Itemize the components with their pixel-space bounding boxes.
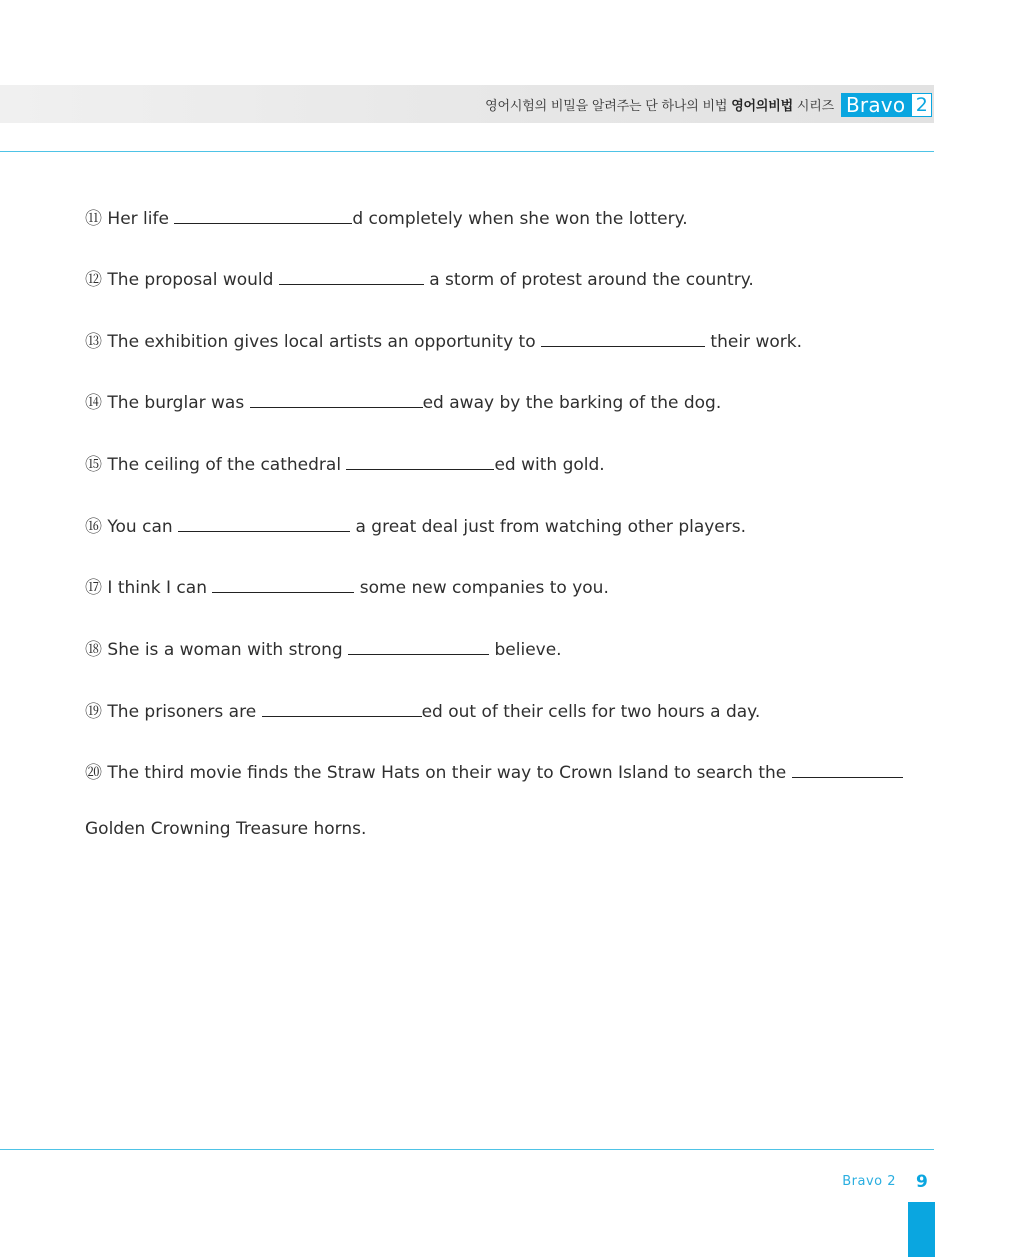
- page-edge-tab: [908, 1202, 935, 1257]
- brand-number: 2: [911, 93, 932, 117]
- question-20-continuation: Golden Crowning Treasure horns.: [85, 819, 367, 839]
- question-text-after: a storm of protest around the country.: [423, 270, 754, 290]
- question-number: ⑮: [85, 455, 102, 475]
- question-17: [85, 576, 609, 599]
- question-16: [85, 515, 746, 538]
- question-text-before: The ceiling of the cathedral: [107, 455, 342, 475]
- question-19: [85, 700, 760, 723]
- tagline-text: 영어시험의 비밀을 알려주는 단 하나의 비법: [485, 99, 728, 114]
- question-11: [85, 207, 688, 230]
- answer-blank[interactable]: [346, 453, 494, 470]
- question-text-before: The burglar was: [107, 393, 245, 413]
- question-text-after: ed with gold.: [494, 455, 605, 475]
- question-14: [85, 391, 721, 414]
- question-text-before: The proposal would: [107, 270, 274, 290]
- answer-blank[interactable]: [212, 576, 354, 593]
- page-number: 9: [916, 1172, 928, 1192]
- question-15: [85, 453, 605, 476]
- answer-blank[interactable]: [541, 330, 705, 347]
- footer-label: Bravo 2: [842, 1174, 896, 1189]
- footer-divider: [0, 1149, 934, 1150]
- question-text-after: some new companies to you.: [354, 578, 609, 598]
- question-text-before: The third movie finds the Straw Hats on their way to Crown Island to search the: [107, 763, 787, 783]
- series-name: 영어의비법: [731, 99, 793, 114]
- question-text-after: d completely when she won the lottery.: [352, 209, 688, 229]
- question-text-before: You can: [107, 517, 173, 537]
- answer-blank[interactable]: [348, 638, 489, 655]
- question-text-after: believe.: [489, 640, 562, 660]
- question-12: [85, 268, 754, 291]
- question-13: [85, 330, 802, 353]
- question-number: ⑳: [85, 763, 102, 783]
- question-text-after: their work.: [705, 332, 802, 352]
- question-number: ⑰: [85, 578, 102, 598]
- question-text-after: ed away by the barking of the dog.: [422, 393, 722, 413]
- question-number: ⑬: [85, 332, 102, 352]
- question-number: ⑯: [85, 517, 102, 537]
- question-text-after: ed out of their cells for two hours a day.: [421, 702, 761, 722]
- answer-blank[interactable]: [250, 391, 423, 408]
- answer-blank[interactable]: [279, 268, 424, 285]
- question-number: ⑪: [85, 209, 102, 229]
- question-text-after: a great deal just from watching other players.: [350, 517, 747, 537]
- brand-logo: [841, 93, 932, 117]
- question-text-before: The prisoners are: [107, 702, 257, 722]
- question-number: ⑱: [85, 640, 102, 660]
- question-number: ⑲: [85, 702, 102, 722]
- brand-name: Bravo: [841, 93, 911, 117]
- header-tagline: [485, 95, 834, 114]
- series-suffix: 시리즈: [796, 99, 834, 114]
- answer-blank[interactable]: [174, 207, 352, 224]
- question-text-before: She is a woman with strong: [107, 640, 343, 660]
- question-18: [85, 638, 562, 661]
- question-text-before: Her life: [107, 209, 169, 229]
- question-20: [85, 761, 903, 784]
- answer-blank[interactable]: [178, 515, 350, 532]
- header-divider: [0, 151, 934, 152]
- question-text-before: I think I can: [107, 578, 207, 598]
- answer-blank[interactable]: [792, 761, 903, 778]
- answer-blank[interactable]: [262, 700, 422, 717]
- question-text-before: The exhibition gives local artists an opportunity to: [107, 332, 536, 352]
- question-number: ⑭: [85, 393, 102, 413]
- question-number: ⑫: [85, 270, 102, 290]
